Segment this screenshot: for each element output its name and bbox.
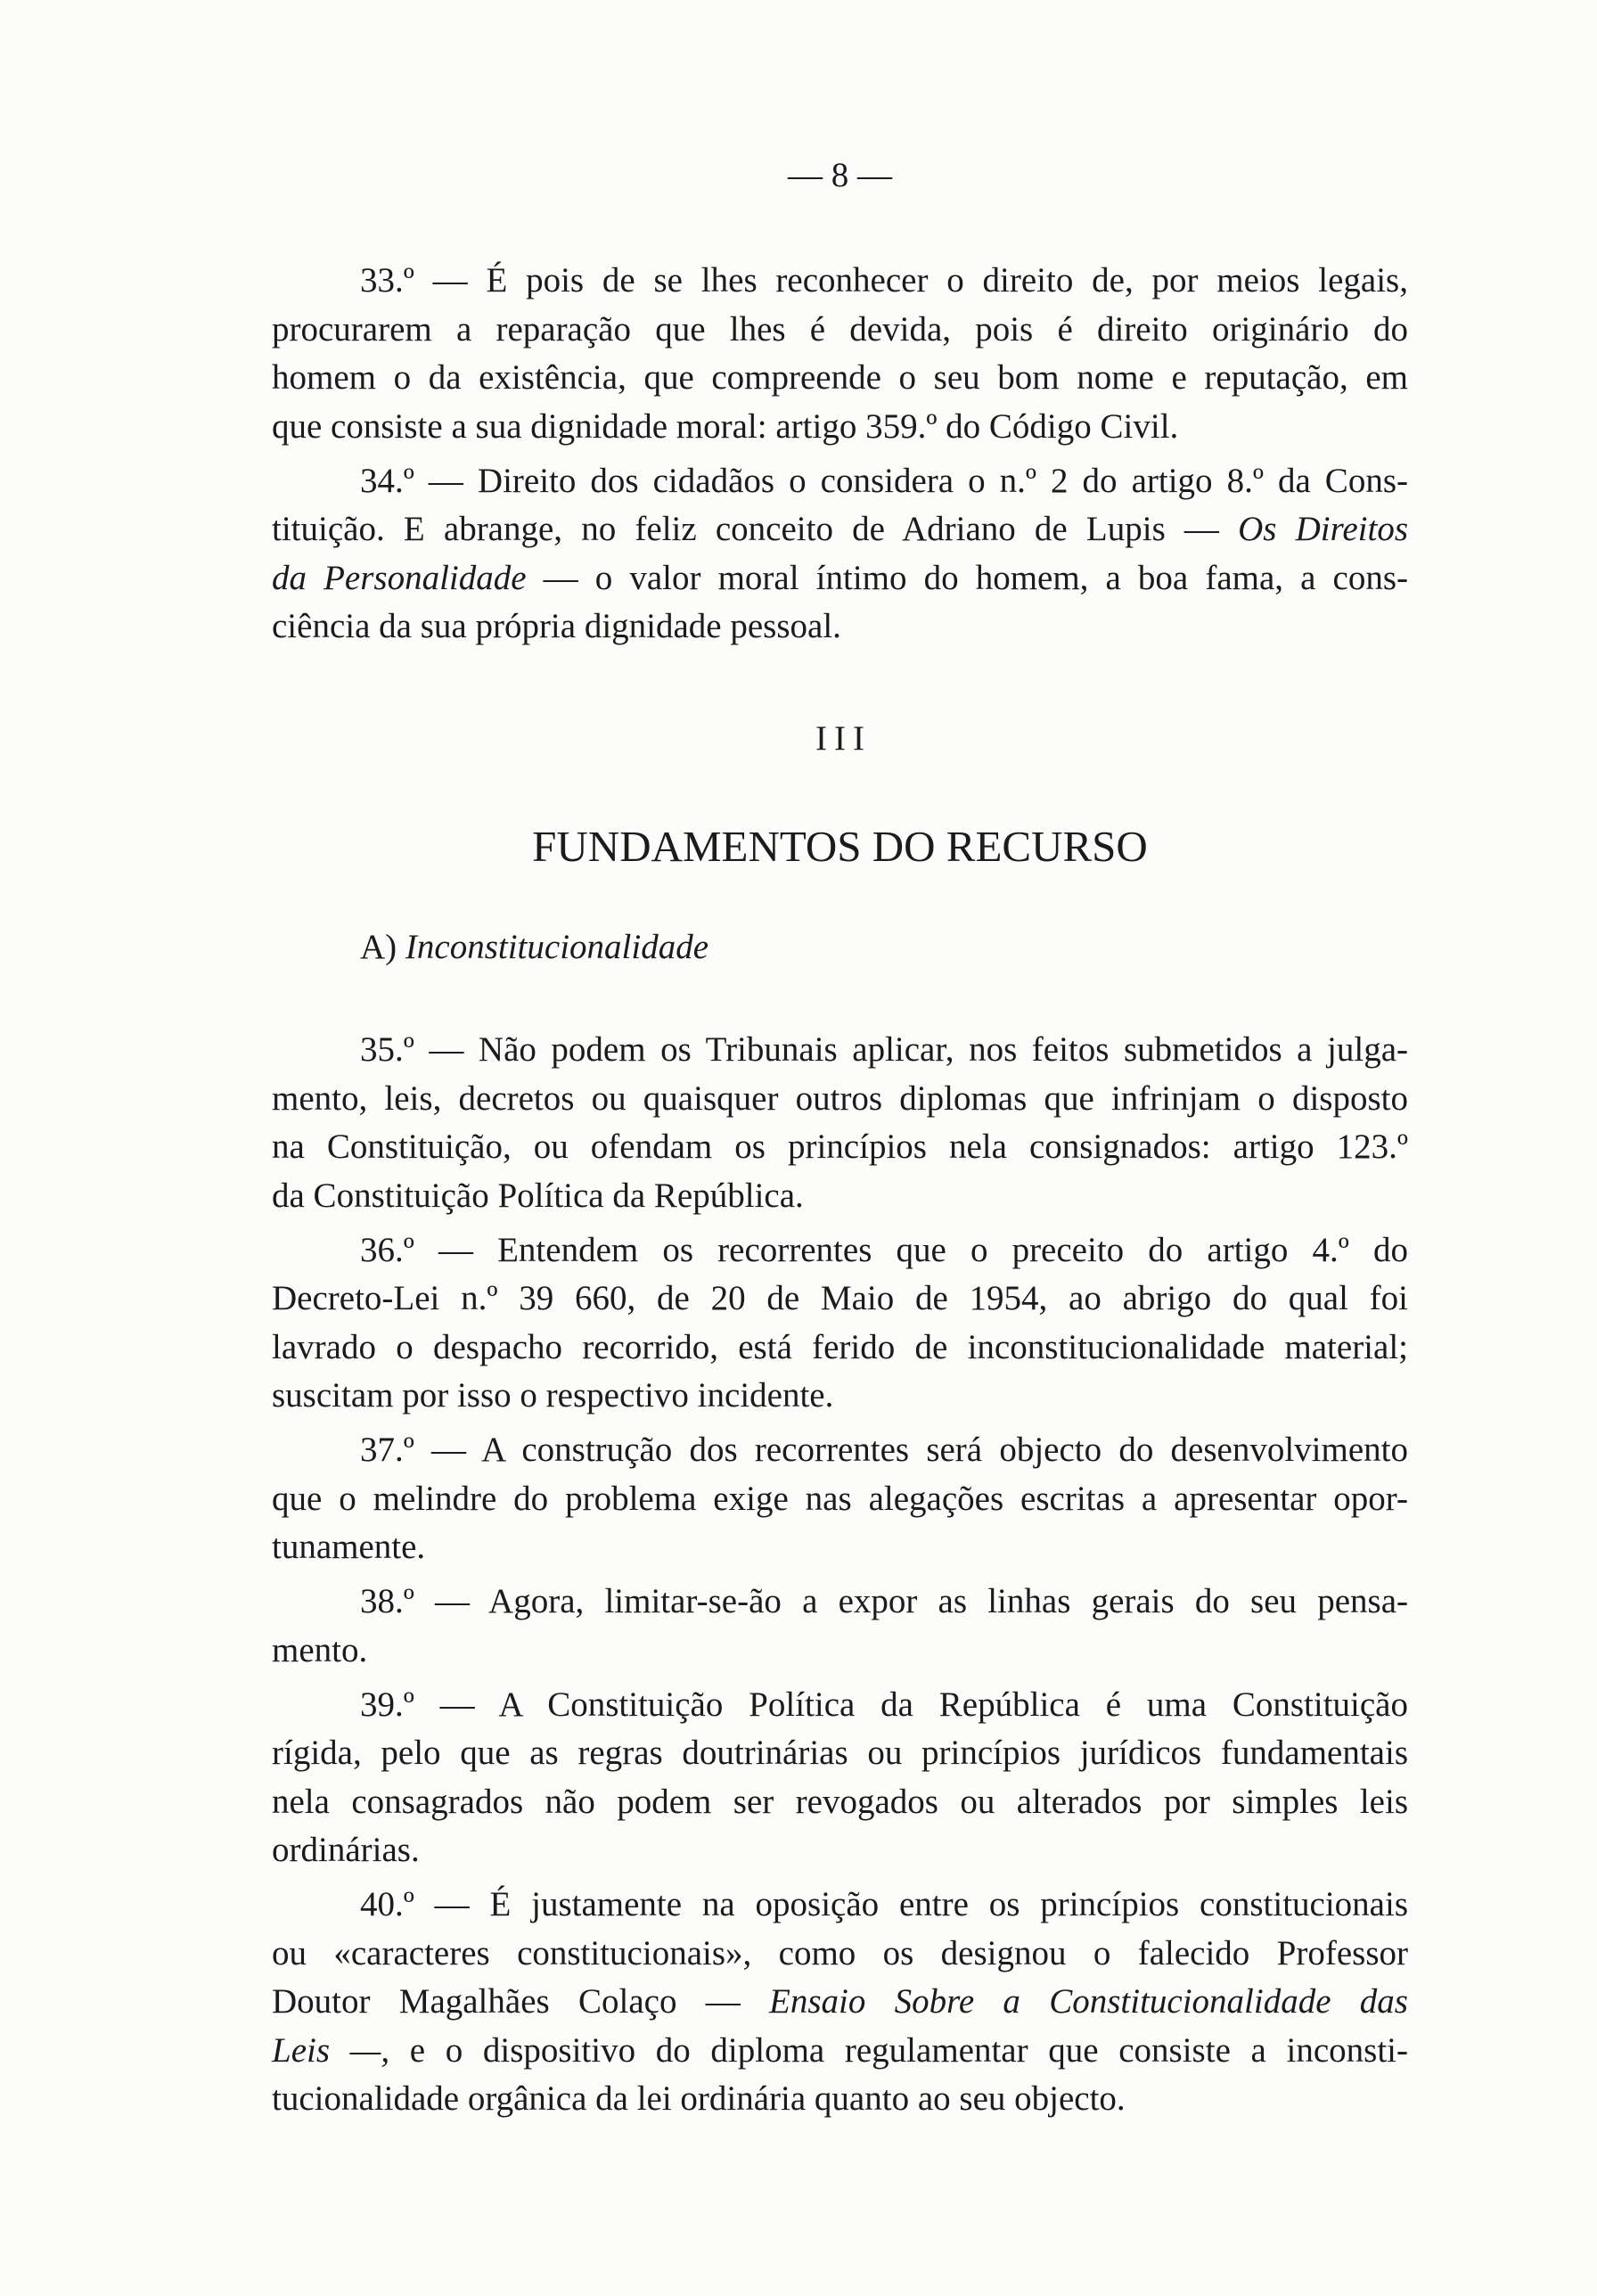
text-line [272,1026,1408,1075]
text-line [272,603,1408,652]
text-run: da Constituição Política da República. [272,1176,804,1215]
text-line [272,505,1408,554]
text-line [272,1123,1408,1172]
text-run: ciência da sua própria dignidade pessoal. [272,607,841,645]
text-run: homem o da existência, que compreende o seu bom nome e reputação, em [272,358,1408,397]
paragraph [272,1026,1408,1220]
paragraph [272,1578,1408,1675]
text-line [272,1930,1408,1979]
page-number: — 8 — [788,156,892,194]
text-line [272,2027,1408,2076]
text-line [272,1075,1408,1124]
paragraph [272,1226,1408,1421]
text-run: ordinárias. [272,1831,420,1869]
text-run: mento, leis, decretos ou quaisquer outros diplomas que infrinjam o disposto [272,1078,1408,1118]
text-run: procurarem a reparação que lhes é devida, pois é direito originário do [272,309,1408,348]
text-run: — o valor moral íntimo do homem, a boa fama, a cons- [526,558,1409,597]
text-run: suscitam por isso o respectivo incidente. [272,1376,834,1414]
text-run: na Constituição, ou ofendam os princípios nela consignados: artigo 123.º [272,1128,1408,1166]
text-run: que consiste a sua dignidade moral: artigo 359.º do Código Civil. [272,406,1179,446]
text-run: 39.º — A Constituição Política da República é uma Constituição [360,1685,1408,1724]
text-line [272,257,1408,306]
paragraph [272,457,1408,652]
paragraph [272,1881,1408,2124]
text-run: nela consagrados não podem ser revogados ou alterados por simples leis [272,1782,1408,1821]
paragraph [272,1681,1408,1875]
subheading-label: A) [360,928,405,966]
text-line [272,1681,1408,1730]
text-run: 36.º — Entendem os recorrentes que o preceito do artigo 4.º do [360,1230,1408,1269]
text-run: 37.º — A construção dos recorrentes será objecto do desenvolvimento [360,1431,1408,1469]
text-run: lavrado o despacho recorrido, está ferido de inconstitucionalidade material; [272,1327,1408,1366]
paragraph [272,1426,1408,1572]
text-line [272,1324,1408,1373]
text-line [272,403,1408,452]
text-line [272,1826,1408,1875]
text-line [272,1729,1408,1778]
italic-text: Os Direitos [1238,510,1408,548]
text-run: Doutor Magalhães Colaço — [272,1982,769,2021]
text-line [272,2075,1408,2124]
section-title: FUNDAMENTOS DO RECURSO [532,822,1148,871]
text-run: ou «caracteres constitucionais», como os designou o falecido Professor [272,1933,1408,1972]
text-run: tunamente. [272,1528,426,1566]
subheading [272,923,1408,972]
text-run: 38.º — Agora, limitar-se-ão a expor as linhas gerais do seu pensa- [360,1582,1408,1620]
text-line [272,1523,1408,1572]
text-run: Decreto-Lei n.º 39 660, de 20 de Maio de 1954, ao abrigo do qual foi [272,1279,1408,1317]
text-run: 34.º — Direito dos cidadãos o considera o n.º 2 do artigo 8.º da Cons- [360,461,1408,500]
section-numeral: III [815,719,872,758]
italic-text: Ensaio Sobre a Constitucionalidade das [769,1982,1408,2021]
text-run: 35.º — Não podem os Tribunais aplicar, nos feitos submetidos a julga- [360,1030,1408,1069]
text-line [272,354,1408,403]
italic-text: da Personalidade [272,558,527,597]
text-run: e o dispositivo do diploma regulamentar que consiste a inconsti- [389,2030,1408,2070]
text-line [272,1578,1408,1627]
text-line [272,1778,1408,1827]
text-line [272,1475,1408,1524]
text-block-section [272,1026,1408,2129]
text-line [272,457,1408,506]
text-run: rígida, pelo que as regras doutrinárias ou princípios jurídicos fundamentais [272,1734,1408,1772]
text-run: 40.º — É justamente na oposição entre os princípios constitucionais [360,1885,1408,1923]
text-line [272,1978,1408,2027]
text-line [272,554,1408,603]
text-line [272,306,1408,355]
text-line [272,1372,1408,1421]
text-line [272,1275,1408,1324]
text-run: tituição. E abrange, no feliz conceito de Adriano de Lupis — [272,510,1239,548]
text-line [272,1627,1408,1676]
text-block-top [272,257,1408,657]
subheading-italic-text: Inconstitucionalidade [405,928,709,966]
paragraph [272,257,1408,451]
text-run: que o melindre do problema exige nas alegações escritas a apresentar opor- [272,1479,1408,1518]
text-line [272,1426,1408,1475]
text-line [272,1226,1408,1275]
text-run: tucionalidade orgânica da lei ordinária quanto ao seu objecto. [272,2079,1126,2118]
text-run: 33.º — É pois de se lhes reconhecer o direito de, por meios legais, [360,261,1408,299]
text-line [272,1172,1408,1221]
text-line [272,1881,1408,1930]
text-run: mento. [272,1630,368,1669]
italic-text: Leis —, [272,2030,390,2070]
